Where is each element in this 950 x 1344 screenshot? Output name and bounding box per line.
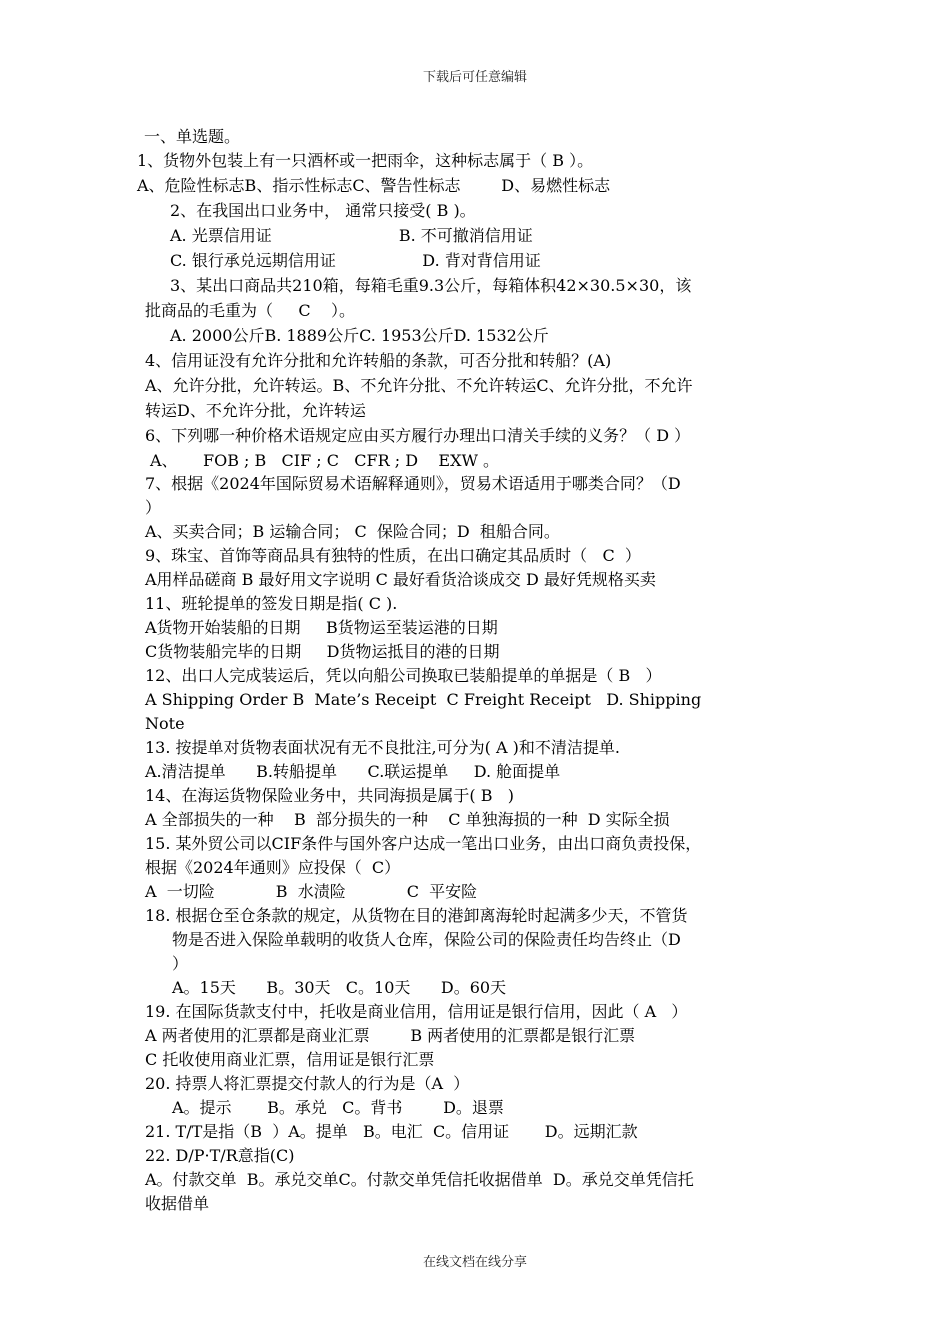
option-line: A。15天 B。30天 C。10天 D。60天 (172, 978, 507, 997)
option-line: A. 2000公斤B. 1889公斤C. 1953公斤D. 1532公斤 (170, 326, 549, 345)
question-line: 18. 根据仓至仓条款的规定，从货物在目的港卸离海轮时起满多少天，不管货 (145, 906, 688, 925)
option-line: A、危险性标志B、指示性标志C、警告性标志 D、易燃性标志 (137, 176, 611, 195)
question-line: 9、珠宝、首饰等商品具有独特的性质，在出口确定其品质时（ C ） (145, 546, 641, 565)
option-line: C. 银行承兑远期信用证 D. 背对背信用证 (170, 251, 541, 270)
question-line: ） (145, 498, 162, 517)
question-line: 22. D/P·T/R意指(C) (145, 1146, 295, 1165)
question-line: 4、信用证没有允许分批和允许转船的条款，可否分批和转船？(A) (145, 351, 612, 370)
question-line: 11、班轮提单的签发日期是指( C ). (145, 594, 398, 613)
question-line: 20. 持票人将汇票提交付款人的行为是（A ） (145, 1074, 470, 1093)
question-line: 物是否进入保险单载明的收货人仓库，保险公司的保险责任均告终止（D (172, 930, 681, 949)
option-line: A. 光票信用证 B. 不可撤消信用证 (170, 226, 533, 245)
option-line: A、允许分批，允许转运。B、不允许分批、不允许转运C、允许分批，不允许 (145, 376, 693, 395)
question-line: 2、在我国出口业务中， 通常只接受( B )。 (170, 201, 476, 220)
question-line: 21. T/T是指（B ）A。提单 B。电汇 C。信用证 D。远期汇款 (145, 1122, 638, 1141)
question-line: 15. 某外贸公司以CIF条件与国外客户达成一笔出口业务，由出口商负责投保， (145, 834, 702, 853)
question-line: 19. 在国际货款支付中，托收是商业信用，信用证是银行信用，因此（ A ） (145, 1002, 688, 1021)
question-line: 3、某出口商品共210箱，每箱毛重9.3公斤，每箱体积42×30.5×30，该 (170, 276, 692, 295)
option-line: A、 FOB ; B CIF ; C CFR ; D EXW 。 (150, 451, 499, 470)
option-line: A 两者使用的汇票都是商业汇票 B 两者使用的汇票都是银行汇票 (145, 1026, 636, 1045)
question-line: 6、下列哪一种价格术语规定应由买方履行办理出口清关手续的义务？（ D ） (145, 426, 691, 445)
question-line: 12、出口人完成装运后，凭以向船公司换取已装船提单的单据是（ B ） (145, 666, 662, 685)
question-line: 13. 按提单对货物表面状况有无不良批注,可分为( A )和不清洁提单. (145, 738, 620, 757)
option-line: A.清洁提单 B.转船提单 C.联运提单 D. 舱面提单 (145, 762, 561, 781)
question-line: ） (172, 954, 189, 973)
option-line: A 全部损失的一种 B 部分损失的一种 C 单独海损的一种 D 实际全损 (145, 810, 670, 829)
question-line: 7、根据《2024年国际贸易术语解释通则》，贸易术语适用于哪类合同？（D (145, 474, 681, 493)
option-line: A。提示 B。承兑 C。背书 D。退票 (172, 1098, 504, 1117)
option-line: A用样品磋商 B 最好用文字说明 C 最好看货洽谈成交 D 最好凭规格买卖 (145, 570, 656, 589)
option-line: A Shipping Order B Mate’s Receipt C Freight Receipt D. Shipping (145, 690, 702, 709)
question-line: 1、货物外包装上有一只酒杯或一把雨伞，这种标志属于（ B ）。 (137, 151, 594, 170)
section-title: 一、单选题。 (144, 127, 241, 146)
page-header: 下载后可任意编辑 (422, 70, 527, 85)
question-line: 根据《2024年通则》应投保（ C） (145, 858, 401, 877)
option-line: C 托收使用商业汇票，信用证是银行汇票 (145, 1050, 435, 1069)
option-line: 转运D、不允许分批，允许转运 (145, 401, 366, 420)
question-line: 批商品的毛重为（ C ）。 (145, 301, 356, 320)
option-line: Note (145, 714, 185, 733)
question-line: 14、在海运货物保险业务中，共同海损是属于( B ) (145, 786, 514, 805)
option-line: A。付款交单 B。承兑交单C。付款交单凭信托收据借单 D。承兑交单凭信托 (145, 1170, 694, 1189)
option-line: C货物装船完毕的日期 D货物运抵目的港的日期 (145, 642, 500, 661)
option-line: A货物开始装船的日期 B货物运至装运港的日期 (145, 618, 498, 637)
option-line: A、买卖合同；B 运输合同； C 保险合同；D 租船合同。 (145, 522, 560, 541)
page-footer: 在线文档在线分享 (422, 1255, 527, 1270)
option-line: 收据借单 (145, 1194, 210, 1213)
option-line: A 一切险 B 水渍险 C 平安险 (145, 882, 478, 901)
